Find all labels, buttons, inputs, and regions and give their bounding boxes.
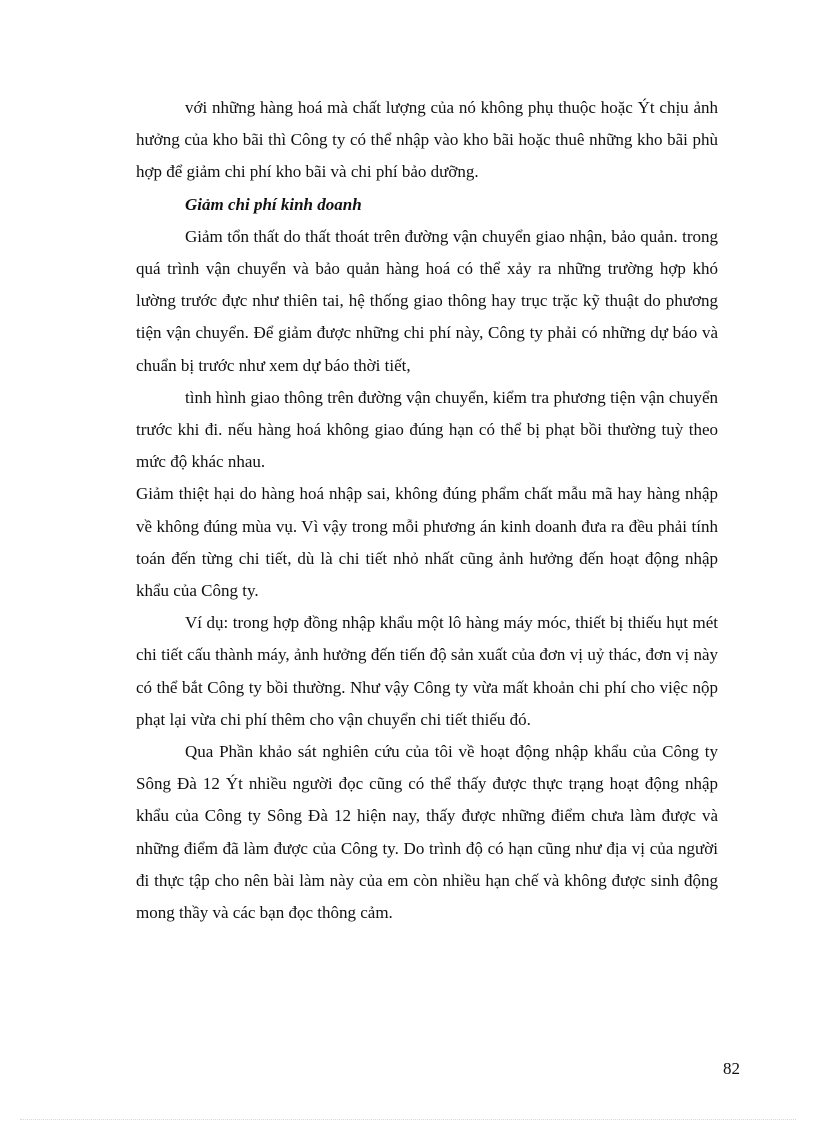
paragraph-wrong-goods: Giảm thiệt hại do hàng hoá nhập sai, không đúng phẩm chất mẫu mã hay hàng nhập về không đúng mùa vụ. Vì vậy trong mỗi phương án kinh doanh đưa ra đều phải tính toán đến từng chi tiết, dù là chi tiết nhỏ nhất cũng ảnh hưởng đến hoạt động nhập khẩu của Công ty. [136, 484, 718, 601]
section-heading: Giảm chi phí kinh doanh [185, 194, 362, 214]
page-number: 82 [723, 1059, 740, 1078]
paragraph-traffic: tình hình giao thông trên đường vận chuyển, kiểm tra phương tiện vận chuyển trước khi đi. nếu hàng hoá không giao đúng hạn có thể bị phạt bồi thường tuỳ theo mức độ khác nhau. [136, 387, 718, 472]
paragraph-transport-loss: Giảm tổn thất do thất thoát trên đường vận chuyển giao nhận, bảo quản. trong quá trình vận chuyển và bảo quản hàng hoá có thể xảy ra những trường hợp khó lường trước đực như thiên tai, hệ thống giao thông hay trục trặc kỹ thuật do phương tiện vận chuyển. Để giảm được những chi phí này, Công ty phải có những dự báo và chuẩn bị trước như xem dự báo thời tiết, [136, 226, 718, 375]
page-bottom-divider [20, 1119, 796, 1120]
paragraph-example: Ví dụ: trong hợp đồng nhập khẩu một lô hàng máy móc, thiết bị thiếu hụt mét chi tiết cấu thành máy, ảnh hưởng đến tiến độ sản xuất của đơn vị uỷ thác, đơn vị này có thể bắt Công ty bồi thường. Như vậy Công ty vừa mất khoản chi phí cho việc nộp phạt lại vừa chi phí thêm cho vận chuyển chi tiết thiếu đó. [136, 613, 718, 729]
paragraph-conclusion: Qua Phần khảo sát nghiên cứu của tôi về hoạt động nhập khẩu của Công ty Sông Đà 12 Ýt nhiều người đọc cũng có thể thấy được thực trạng hoạt động nhập khẩu của Công ty Sông Đà 12 hiện nay, thấy được những điểm chưa làm được và những điểm đã làm được của Công ty. Do trình độ có hạn cũng như địa vị của người đi thực tập cho nên bài làm này của em còn nhiều hạn chế và không được sinh động mong thầy và các bạn đọc thông cảm. [136, 742, 718, 923]
paragraph-warehouse: với những hàng hoá mà chất lượng của nó không phụ thuộc hoặc Ýt chịu ảnh hưởng của kho bãi thì Công ty có thể nhập vào kho bãi hoặc thuê những kho bãi phù hợp để giảm chi phí kho bãi và chi phí bảo dưỡng. [136, 98, 718, 182]
page-body [136, 92, 718, 929]
